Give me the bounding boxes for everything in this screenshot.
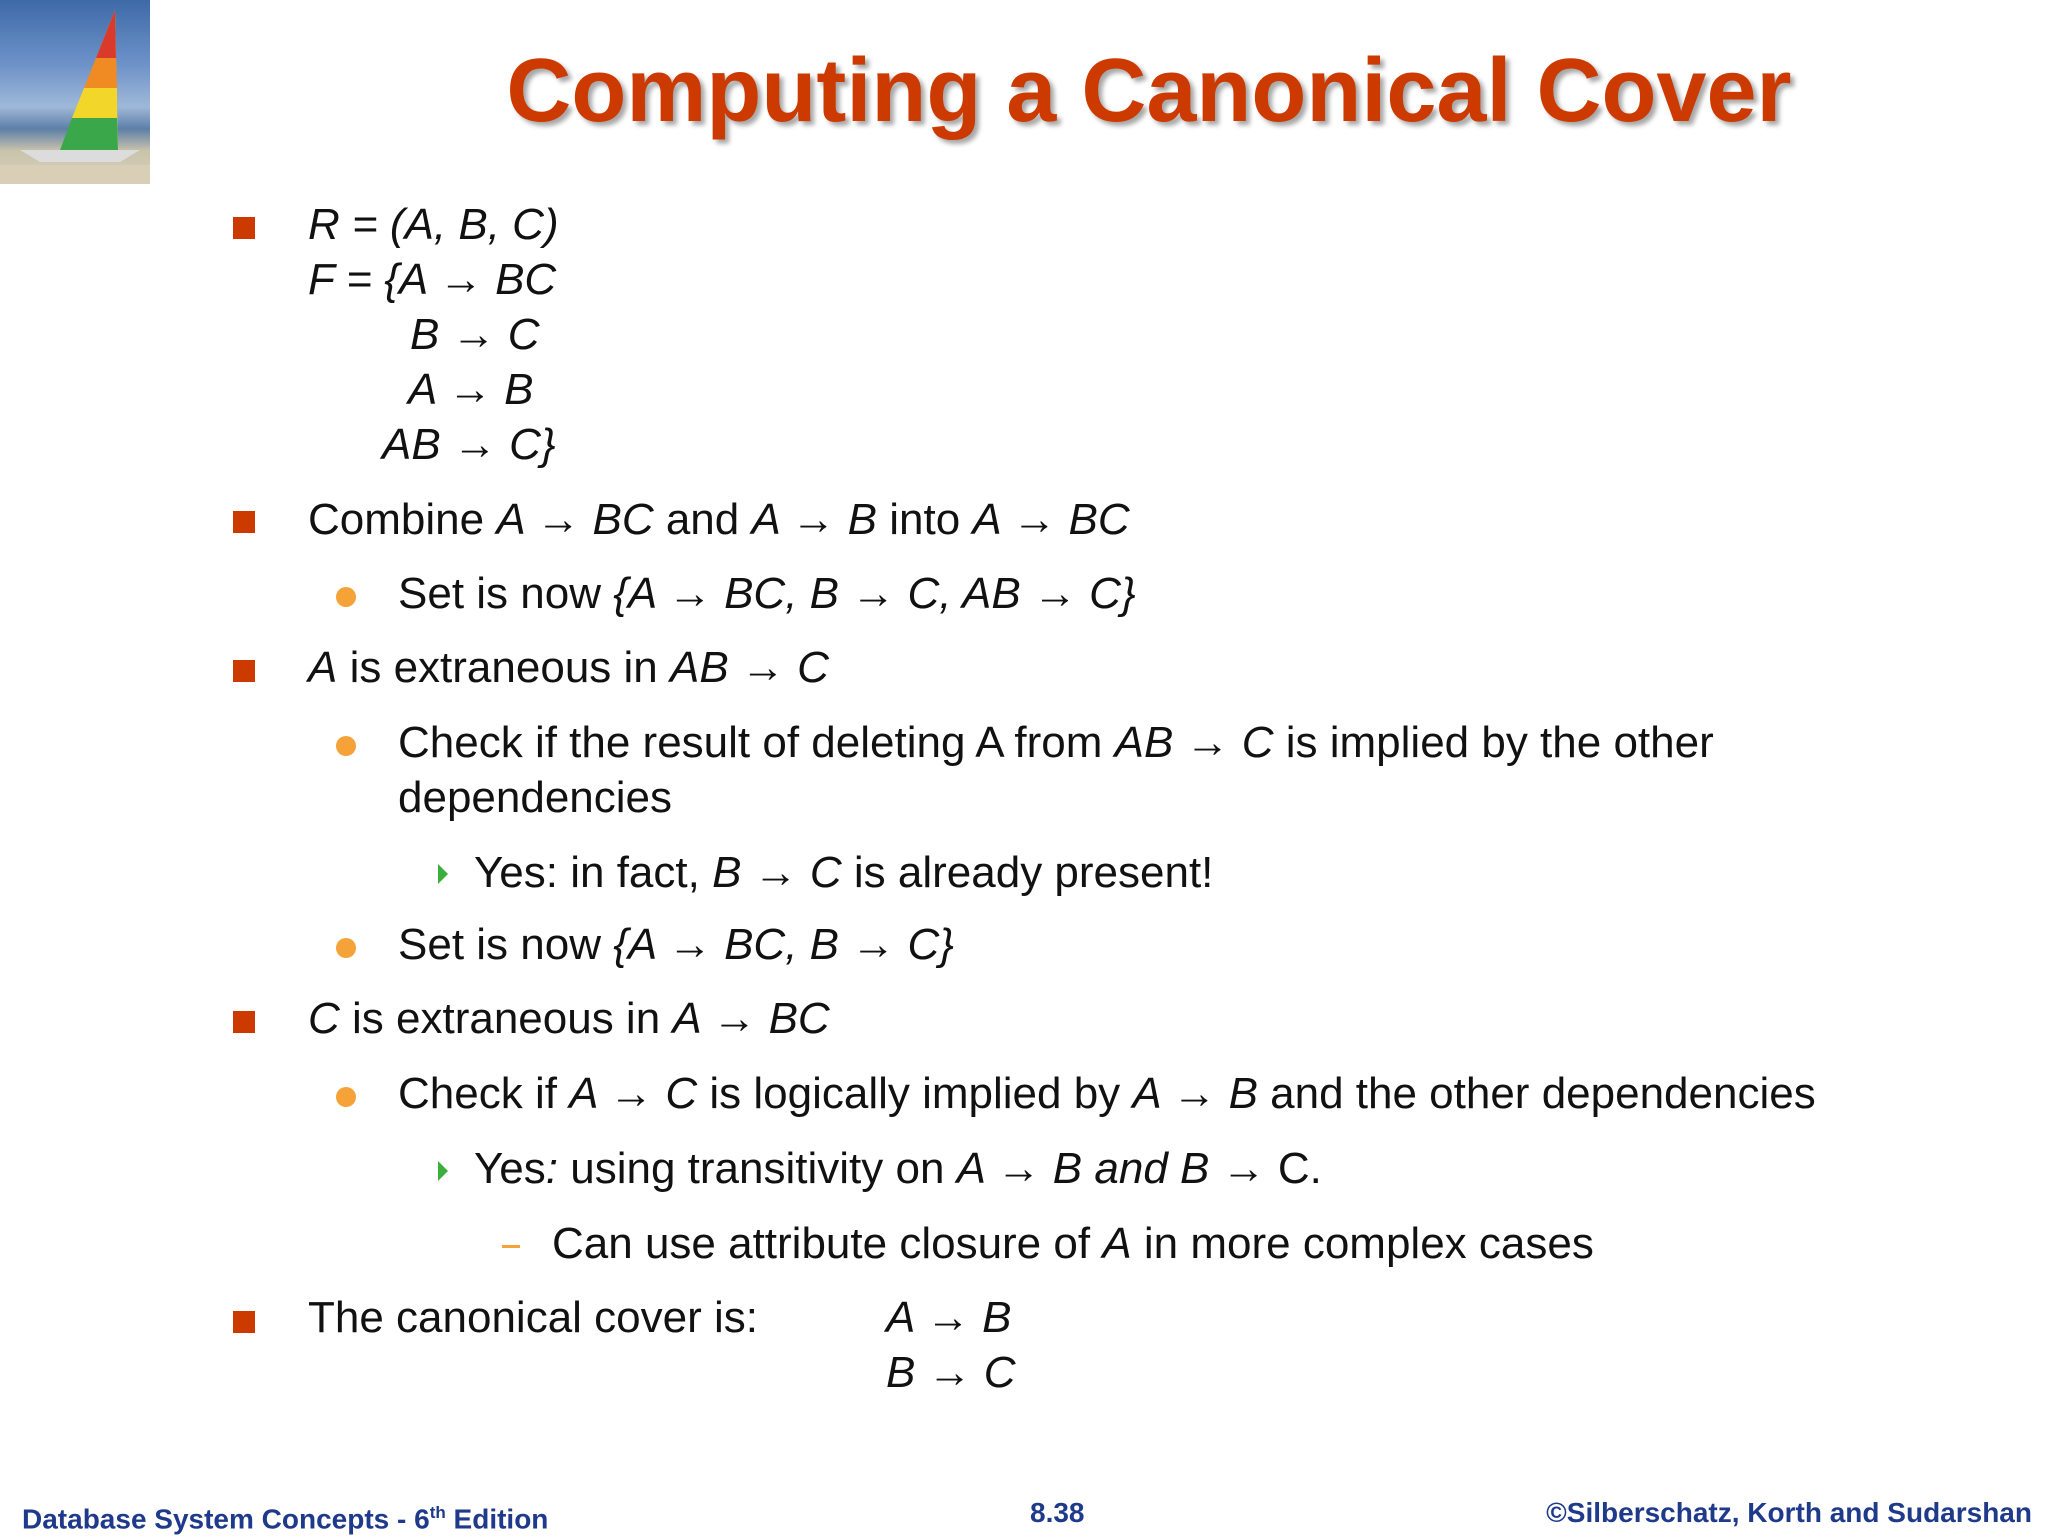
- fd-set-line-2: B → C: [410, 310, 540, 359]
- round-bullet-icon: [336, 1087, 356, 1107]
- extraneous-c-step: C is extraneous in A → BC: [308, 994, 830, 1043]
- combine-step: Combine A → BC and A → B into A → BC: [308, 495, 1130, 544]
- square-bullet-icon: [233, 1011, 255, 1033]
- fd-set-line-1: F = {A → BC: [308, 255, 557, 304]
- footer-copyright: ©Silberschatz, Korth and Sudarshan: [1546, 1497, 2032, 1528]
- slide-title: Computing a Canonical Cover: [506, 41, 1792, 141]
- canonical-fd-1: A → B: [886, 1293, 1012, 1342]
- square-bullet-icon: [233, 660, 255, 682]
- extraneous-c-check: Check if A → C is logically implied by A → B and the other dependencies: [398, 1069, 1816, 1118]
- square-bullet-icon: [233, 511, 255, 533]
- extraneous-a-step: A is extraneous in AB → C: [308, 643, 829, 692]
- round-bullet-icon: [336, 736, 356, 756]
- extraneous-a-result: Set is now {A → BC, B → C}: [398, 920, 954, 969]
- combine-result: Set is now {A → BC, B → C, AB → C}: [398, 569, 1136, 618]
- canonical-cover-label: The canonical cover is:: [308, 1293, 758, 1342]
- footer-slide-number: 8.38: [1030, 1497, 1085, 1528]
- fd-set-line-4: AB → C}: [382, 420, 556, 469]
- triangle-bullet-icon: [438, 864, 448, 884]
- extraneous-a-check: Check if the result of deleting A from AB → C is implied by the other: [398, 718, 1714, 767]
- round-bullet-icon: [336, 587, 356, 607]
- round-bullet-icon: [336, 938, 356, 958]
- fd-set-line-3: A → B: [408, 365, 534, 414]
- extraneous-a-answer: Yes: in fact, B → C is already present!: [474, 848, 1214, 897]
- square-bullet-icon: [233, 1311, 255, 1333]
- canonical-fd-2: B → C: [886, 1348, 1016, 1397]
- attribute-closure-note: Can use attribute closure of A in more complex cases: [552, 1219, 1594, 1268]
- extraneous-a-check-line-2: dependencies: [398, 773, 673, 822]
- triangle-bullet-icon: [438, 1161, 448, 1181]
- footer-book-title: Database System Concepts - 6th Edition: [22, 1503, 549, 1535]
- relation-schema: R = (A, B, C): [308, 200, 559, 249]
- dash-bullet-icon: [502, 1245, 520, 1248]
- extraneous-c-answer: Yes: using transitivity on A → B and B → C.: [474, 1144, 1322, 1193]
- square-bullet-icon: [233, 217, 255, 239]
